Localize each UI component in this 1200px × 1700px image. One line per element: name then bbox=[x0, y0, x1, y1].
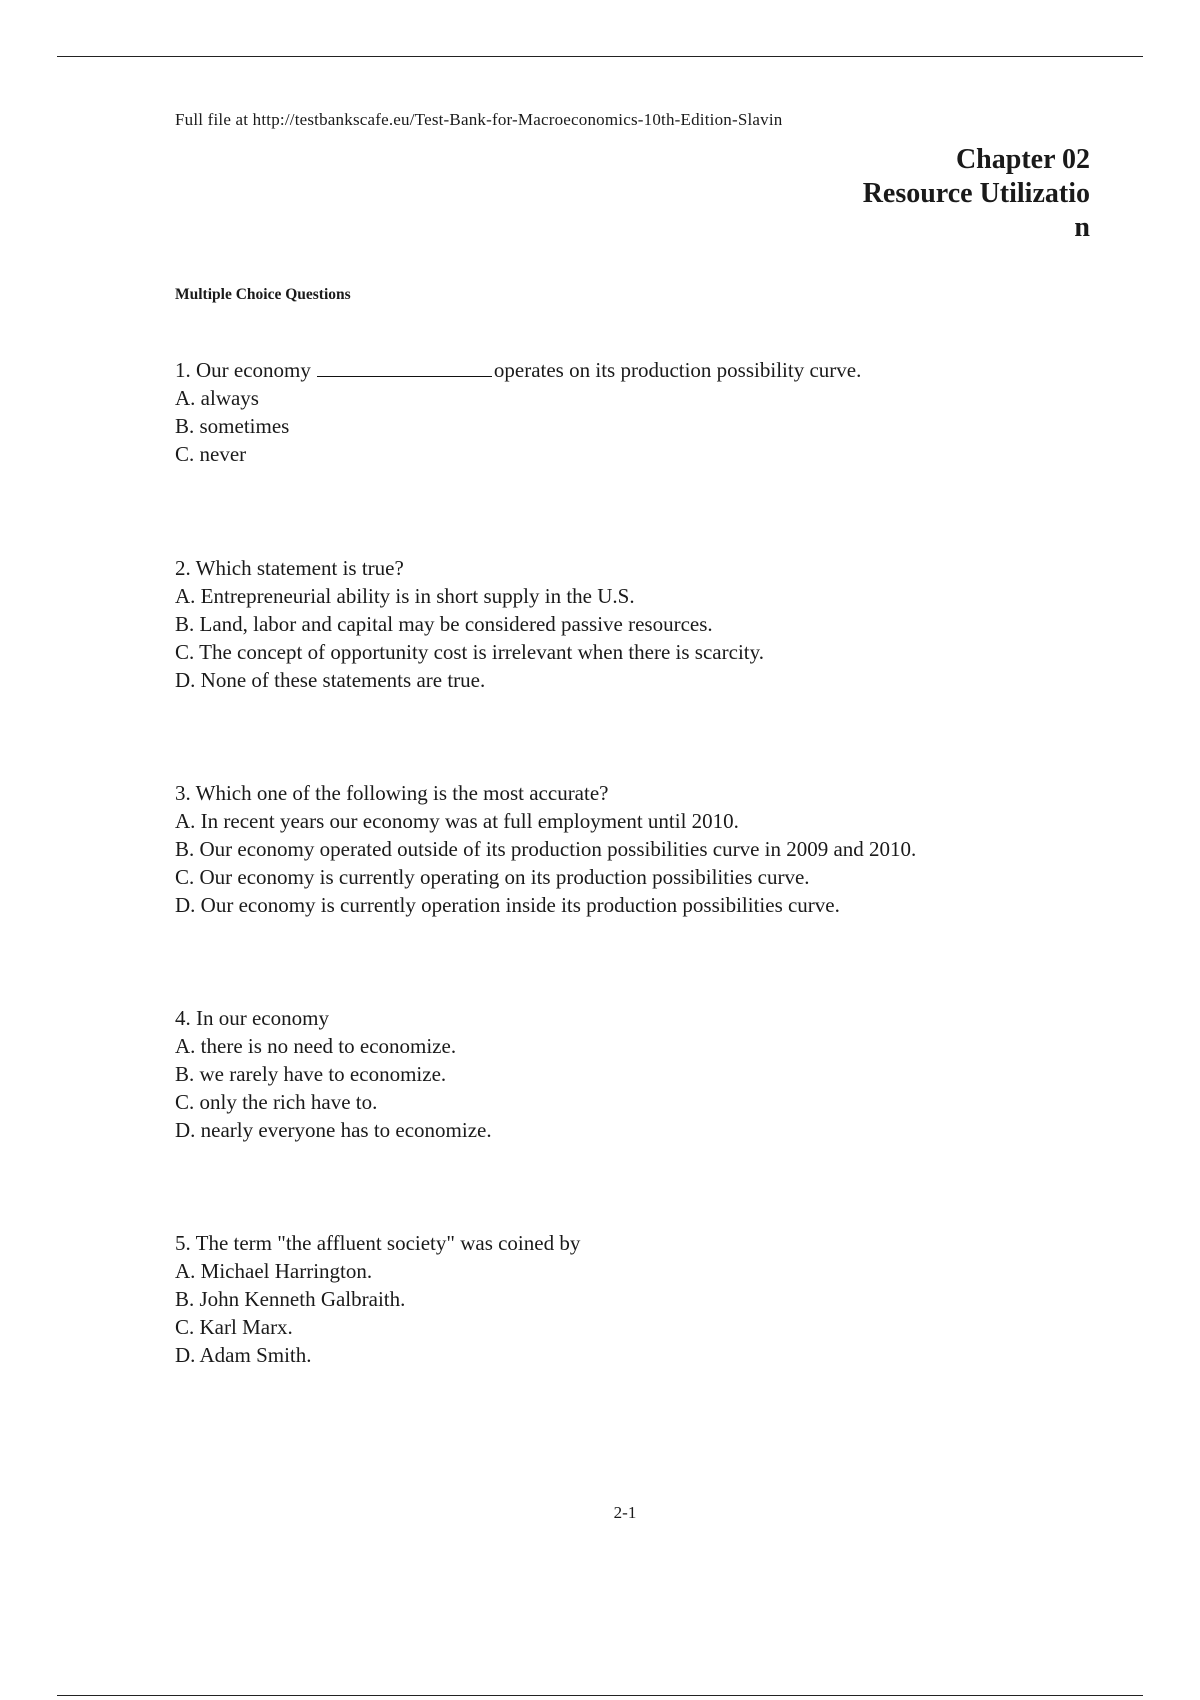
bottom-rule bbox=[57, 1695, 1143, 1696]
chapter-number: Chapter 02 bbox=[955, 144, 1090, 175]
top-rule bbox=[57, 56, 1143, 57]
question-5 bbox=[175, 1229, 580, 1369]
question-3 bbox=[175, 779, 916, 919]
answer-option: A. Michael Harrington. bbox=[175, 1259, 373, 1283]
answer-option: B. Our economy operated outside of its production possibilities curve in 2009 and 2010. bbox=[175, 837, 917, 861]
question-1 bbox=[175, 356, 861, 468]
chapter-title bbox=[830, 143, 1090, 245]
page-number: 2-1 bbox=[613, 1503, 637, 1522]
answer-option: A. there is no need to economize. bbox=[175, 1034, 457, 1058]
answer-option: B. John Kenneth Galbraith. bbox=[175, 1287, 406, 1311]
answer-option: D. nearly everyone has to economize. bbox=[175, 1118, 492, 1142]
source-url-line: Full file at http://testbankscafe.eu/Test-Bank-for-Macroeconomics-10th-Edition-Slavin bbox=[175, 110, 783, 129]
question-2 bbox=[175, 554, 764, 694]
chapter-name-line2: n bbox=[1074, 212, 1090, 243]
answer-option: C. The concept of opportunity cost is irrelevant when there is scarcity. bbox=[175, 640, 764, 664]
question-stem: 4. In our economy bbox=[175, 1006, 329, 1030]
answer-option: B. Land, labor and capital may be considered passive resources. bbox=[175, 612, 713, 636]
answer-option: A. In recent years our economy was at full employment until 2010. bbox=[175, 809, 739, 833]
chapter-name-line1: Resource Utilizatio bbox=[862, 178, 1090, 209]
question-stem: 3. Which one of the following is the most accurate? bbox=[175, 781, 609, 805]
answer-option: D. Our economy is currently operation inside its production possibilities curve. bbox=[175, 893, 840, 917]
answer-option: B. sometimes bbox=[175, 414, 290, 438]
question-4 bbox=[175, 1004, 492, 1144]
answer-option: A. Entrepreneurial ability is in short supply in the U.S. bbox=[175, 584, 635, 608]
question-stem bbox=[175, 356, 861, 384]
question-stem-after-blank: operates on its production possibility curve. bbox=[493, 358, 862, 382]
question-stem-before-blank: 1. Our economy bbox=[175, 358, 311, 382]
answer-option: D. Adam Smith. bbox=[175, 1343, 312, 1367]
answer-option: B. we rarely have to economize. bbox=[175, 1062, 447, 1086]
answer-option: C. only the rich have to. bbox=[175, 1090, 378, 1114]
fill-in-blank bbox=[317, 356, 492, 377]
answer-option: C. Karl Marx. bbox=[175, 1315, 293, 1339]
answer-option: D. None of these statements are true. bbox=[175, 668, 486, 692]
question-stem: 5. The term "the affluent society" was coined by bbox=[175, 1231, 581, 1255]
answer-option: A. always bbox=[175, 386, 259, 410]
section-heading: Multiple Choice Questions bbox=[175, 286, 351, 303]
answer-option: C. never bbox=[175, 442, 247, 466]
answer-option: C. Our economy is currently operating on its production possibilities curve. bbox=[175, 865, 810, 889]
question-stem: 2. Which statement is true? bbox=[175, 556, 404, 580]
